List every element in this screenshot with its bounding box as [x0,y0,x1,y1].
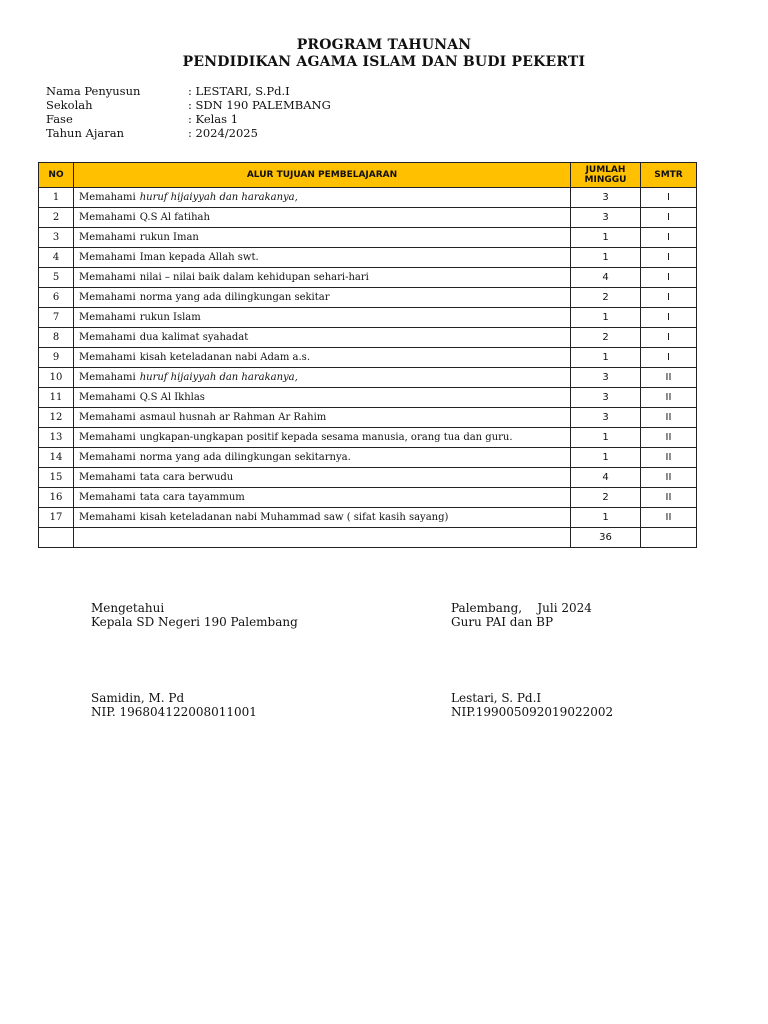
row-topic: huruf hijaiyyah dan harakanya, [139,192,298,203]
total-jumlah: 36 [571,528,641,548]
row-no: 11 [39,388,74,408]
row-jumlah: 3 [571,408,641,428]
document-subtitle: PENDIDIKAN AGAMA ISLAM DAN BUDI PEKERTI [182,54,586,70]
row-jumlah: 3 [571,188,641,208]
header-smtr: SMTR [641,163,697,188]
row-topic: norma yang ada dilingkungan sekitar [139,292,330,303]
row-jumlah: 4 [571,468,641,488]
row-verb: Memahami [79,372,136,383]
row-jumlah: 3 [571,208,641,228]
sig-left-name: Samidin, M. Pd [91,691,185,705]
row-jumlah: 1 [571,508,641,528]
table-row [39,368,697,388]
row-no: 7 [39,308,74,328]
row-smtr: I [641,188,697,208]
row-no: 3 [39,228,74,248]
row-verb: Memahami [79,452,136,463]
row-description [74,408,571,428]
row-jumlah: 2 [571,488,641,508]
row-jumlah: 1 [571,308,641,328]
row-description [74,428,571,448]
row-description [74,248,571,268]
row-jumlah: 1 [571,448,641,468]
row-no: 5 [39,268,74,288]
row-verb: Memahami [79,192,136,203]
row-smtr: I [641,268,697,288]
row-jumlah: 3 [571,388,641,408]
row-no: 4 [39,248,74,268]
sig-left-line1: Mengetahui [91,601,165,615]
row-verb: Memahami [79,232,136,243]
row-verb: Memahami [79,352,136,363]
info-row [46,98,331,112]
row-description [74,348,571,368]
total-blank-no [39,528,74,548]
row-topic: ungkapan-ungkapan positif kepada sesama manusia, orang tua dan guru. [139,432,513,443]
row-description [74,268,571,288]
row-verb: Memahami [79,312,136,323]
sig-right-line1: Palembang, Juli 2024 [451,601,592,615]
row-jumlah: 1 [571,428,641,448]
document-title: PROGRAM TAHUNAN [296,37,472,53]
row-smtr: II [641,388,697,408]
row-smtr: II [641,428,697,448]
row-description [74,388,571,408]
table-row [39,308,697,328]
info-label: Nama Penyusun [46,84,141,98]
row-smtr: I [641,248,697,268]
sig-right-line2: Guru PAI dan BP [451,615,554,629]
row-no: 13 [39,428,74,448]
row-jumlah: 1 [571,228,641,248]
row-no: 14 [39,448,74,468]
table-row [39,208,697,228]
row-description [74,208,571,228]
table-row [39,268,697,288]
table-row [39,388,697,408]
row-topic: nilai – nilai baik dalam kehidupan sehari-hari [139,272,369,283]
row-smtr: II [641,408,697,428]
info-label: Tahun Ajaran [46,126,124,140]
row-description [74,508,571,528]
table-row [39,248,697,268]
row-topic: rukun Iman [139,232,199,243]
row-topic: huruf hijaiyyah dan harakanya, [139,372,298,383]
program-table [38,162,697,548]
row-description [74,468,571,488]
row-no: 6 [39,288,74,308]
table-row [39,228,697,248]
info-value: : Kelas 1 [188,112,239,126]
table-row [39,288,697,308]
row-no: 1 [39,188,74,208]
row-topic: kisah keteladanan nabi Adam a.s. [139,352,310,363]
row-no: 16 [39,488,74,508]
info-value: : 2024/2025 [188,126,258,140]
row-no: 15 [39,468,74,488]
header-jumlah [571,163,641,188]
row-smtr: II [641,468,697,488]
table-row [39,508,697,528]
row-verb: Memahami [79,332,136,343]
row-verb: Memahami [79,492,136,503]
row-description [74,228,571,248]
row-verb: Memahami [79,472,136,483]
info-row [46,126,331,140]
row-verb: Memahami [79,512,136,523]
row-verb: Memahami [79,272,136,283]
row-smtr: II [641,368,697,388]
table-row [39,408,697,428]
row-no: 9 [39,348,74,368]
row-smtr: I [641,288,697,308]
row-smtr: I [641,208,697,228]
row-topic: kisah keteladanan nabi Muhammad saw ( sifat kasih sayang) [139,512,449,523]
row-topic: rukun Islam [139,312,201,323]
header-jumlah-line1: JUMLAH [585,165,626,175]
header-alur: ALUR TUJUAN PEMBELAJARAN [74,163,571,188]
total-blank-desc [74,528,571,548]
row-smtr: II [641,488,697,508]
row-topic: tata cara tayammum [139,492,245,503]
info-label: Fase [46,112,73,126]
row-topic: dua kalimat syahadat [139,332,249,343]
row-jumlah: 1 [571,248,641,268]
row-topic: tata cara berwudu [139,472,234,483]
row-smtr: II [641,508,697,528]
sig-right-name: Lestari, S. Pd.I [451,691,542,705]
row-verb: Memahami [79,252,136,263]
header-jumlah-line2: MINGGU [584,175,627,185]
total-blank-smtr [641,528,697,548]
row-verb: Memahami [79,292,136,303]
table-row [39,448,697,468]
row-verb: Memahami [79,212,136,223]
row-smtr: I [641,348,697,368]
row-topic: asmaul husnah ar Rahman Ar Rahim [139,412,327,423]
table-row [39,428,697,448]
table-row [39,348,697,368]
row-jumlah: 2 [571,288,641,308]
table-row [39,188,697,208]
row-smtr: I [641,328,697,348]
row-jumlah: 4 [571,268,641,288]
total-row [39,528,697,548]
info-value: : LESTARI, S.Pd.I [188,84,290,98]
row-topic: Q.S Al fatihah [139,212,210,223]
row-verb: Memahami [79,392,136,403]
row-topic: Iman kepada Allah swt. [139,252,259,263]
row-description [74,288,571,308]
row-description [74,488,571,508]
row-topic: norma yang ada dilingkungan sekitarnya. [139,452,351,463]
info-row [46,112,331,126]
info-row [46,84,331,98]
table-header-row [39,163,697,188]
row-no: 8 [39,328,74,348]
row-verb: Memahami [79,432,136,443]
row-topic: Q.S Al Ikhlas [139,392,205,403]
row-no: 2 [39,208,74,228]
row-description [74,188,571,208]
row-jumlah: 1 [571,348,641,368]
header-no: NO [39,163,74,188]
info-value: : SDN 190 PALEMBANG [188,98,331,112]
sig-right-nip: NIP.199005092019022002 [451,705,614,719]
row-no: 17 [39,508,74,528]
table-row [39,328,697,348]
sig-left-line2: Kepala SD Negeri 190 Palembang [91,615,298,629]
row-verb: Memahami [79,412,136,423]
info-label: Sekolah [46,98,93,112]
table-row [39,488,697,508]
row-smtr: II [641,448,697,468]
row-jumlah: 2 [571,328,641,348]
info-block [46,84,331,140]
row-smtr: I [641,308,697,328]
table-row [39,468,697,488]
row-no: 10 [39,368,74,388]
row-description [74,448,571,468]
row-jumlah: 3 [571,368,641,388]
row-description [74,368,571,388]
row-smtr: I [641,228,697,248]
sig-left-nip: NIP. 196804122008011001 [91,705,257,719]
row-description [74,308,571,328]
row-no: 12 [39,408,74,428]
row-description [74,328,571,348]
